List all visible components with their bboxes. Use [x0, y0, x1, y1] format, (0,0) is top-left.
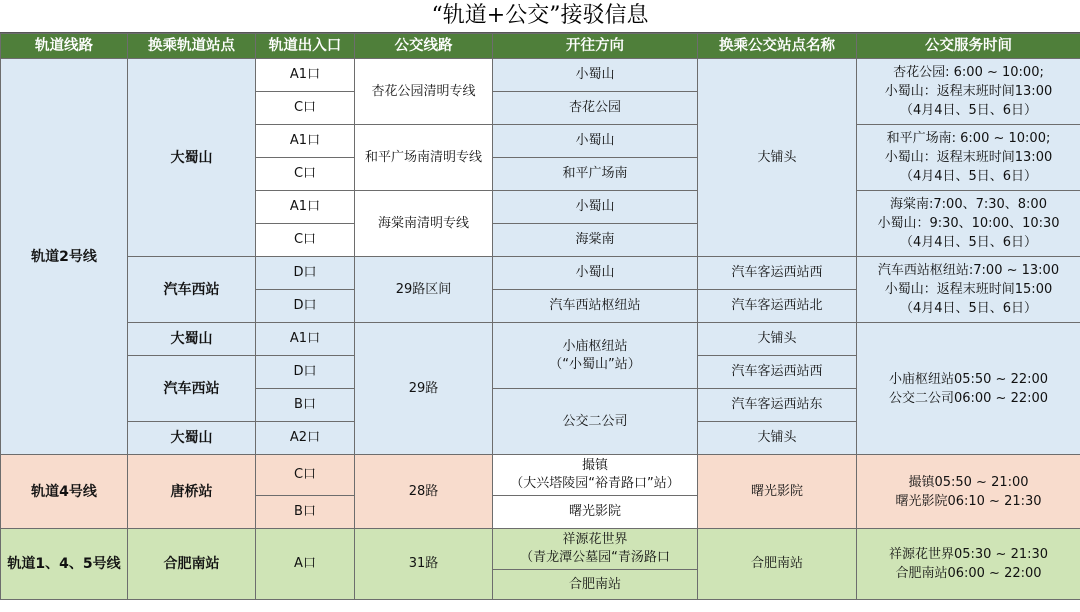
exit-cell: B口: [256, 496, 355, 529]
bus-stop-cell: 汽车客运西站北: [698, 290, 857, 323]
rail-line-cell: 轨道2号线: [1, 59, 128, 455]
bus-stop-cell: 合肥南站: [698, 529, 857, 600]
service-time-cell: 汽车西站枢纽站:7:00 ~ 13:00 小蜀山：返程末班时间15:00 （4月4日、5日、6日）: [857, 257, 1080, 323]
exit-cell: A1口: [256, 191, 355, 224]
exit-cell: C口: [256, 158, 355, 191]
table-row: [1, 529, 1080, 570]
table-row: [1, 323, 1080, 356]
station-cell: 汽车西站: [128, 356, 256, 422]
direction-cell: 小蜀山: [493, 125, 698, 158]
bus-line-cell: 29路: [355, 323, 493, 455]
direction-cell: 和平广场南: [493, 158, 698, 191]
service-time-cell: 和平广场南: 6:00 ~ 10:00; 小蜀山：返程末班时间13:00 （4月4日、5日、6日）: [857, 125, 1080, 191]
rail-line-cell: 轨道4号线: [1, 455, 128, 529]
exit-cell: A1口: [256, 59, 355, 92]
direction-cell: 海棠南: [493, 224, 698, 257]
header-bus-stop: 换乘公交站点名称: [698, 34, 857, 59]
exit-cell: C口: [256, 92, 355, 125]
exit-cell: B口: [256, 389, 355, 422]
station-cell: 合肥南站: [128, 529, 256, 600]
rail-line-cell: 轨道1、4、5号线: [1, 529, 128, 600]
page-title: “轨道+公交”接驳信息: [0, 0, 1080, 33]
station-cell: 大蜀山: [128, 59, 256, 257]
direction-cell: 公交二公司: [493, 389, 698, 455]
service-time-cell: 小庙枢纽站05:50 ~ 22:00 公交二公司06:00 ~ 22:00: [857, 323, 1080, 455]
bus-stop-cell: 曙光影院: [698, 455, 857, 529]
bus-line-cell: 杏花公园清明专线: [355, 59, 493, 125]
header-service-time: 公交服务时间: [857, 34, 1080, 59]
bus-line-cell: 28路: [355, 455, 493, 529]
service-time-cell: 海棠南:7:00、7:30、8:00 小蜀山：9:30、10:00、10:30 （4月4日、5日、6日）: [857, 191, 1080, 257]
exit-cell: D口: [256, 290, 355, 323]
service-time-cell: 祥源花世界05:30 ~ 21:30 合肥南站06:00 ~ 22:00: [857, 529, 1080, 600]
exit-cell: A口: [256, 529, 355, 600]
direction-cell: 小蜀山: [493, 191, 698, 224]
bus-line-cell: 31路: [355, 529, 493, 600]
bus-stop-cell: 大铺头: [698, 323, 857, 356]
direction-cell: 小蜀山: [493, 257, 698, 290]
header-exit: 轨道出入口: [256, 34, 355, 59]
station-cell: 大蜀山: [128, 422, 256, 455]
exit-cell: D口: [256, 356, 355, 389]
bus-line-cell: 和平广场南清明专线: [355, 125, 493, 191]
exit-cell: A1口: [256, 125, 355, 158]
bus-stop-cell: 汽车客运西站东: [698, 389, 857, 422]
header-row: [1, 34, 1080, 59]
header-transfer-station: 换乘轨道站点: [128, 34, 256, 59]
table-row: [1, 59, 1080, 92]
direction-cell: 撮镇 （大兴塔陵园“裕青路口”站）: [493, 455, 698, 496]
bus-line-cell: 29路区间: [355, 257, 493, 323]
direction-cell: 小庙枢纽站 （“小蜀山”站）: [493, 323, 698, 389]
transfer-table: [0, 33, 1080, 600]
header-rail-line: 轨道线路: [1, 34, 128, 59]
direction-cell: 祥源花世界 （青龙潭公墓园“青汤路口: [493, 529, 698, 570]
exit-cell: D口: [256, 257, 355, 290]
direction-cell: 小蜀山: [493, 59, 698, 92]
bus-line-cell: 海棠南清明专线: [355, 191, 493, 257]
bus-stop-cell: 大铺头: [698, 59, 857, 257]
direction-cell: 杏花公园: [493, 92, 698, 125]
exit-cell: C口: [256, 455, 355, 496]
exit-cell: A1口: [256, 323, 355, 356]
bus-stop-cell: 大铺头: [698, 422, 857, 455]
station-cell: 唐桥站: [128, 455, 256, 529]
station-cell: 汽车西站: [128, 257, 256, 323]
exit-cell: C口: [256, 224, 355, 257]
exit-cell: A2口: [256, 422, 355, 455]
direction-cell: 汽车西站枢纽站: [493, 290, 698, 323]
service-time-cell: 撮镇05:50 ~ 21:00 曙光影院06:10 ~ 21:30: [857, 455, 1080, 529]
header-bus-line: 公交线路: [355, 34, 493, 59]
bus-stop-cell: 汽车客运西站西: [698, 356, 857, 389]
bus-stop-cell: 汽车客运西站西: [698, 257, 857, 290]
direction-cell: 曙光影院: [493, 496, 698, 529]
table-row: [1, 257, 1080, 290]
header-direction: 开往方向: [493, 34, 698, 59]
service-time-cell: 杏花公园: 6:00 ~ 10:00; 小蜀山：返程末班时间13:00 （4月4日、5日、6日）: [857, 59, 1080, 125]
table-row: [1, 455, 1080, 496]
direction-cell: 合肥南站: [493, 570, 698, 600]
station-cell: 大蜀山: [128, 323, 256, 356]
